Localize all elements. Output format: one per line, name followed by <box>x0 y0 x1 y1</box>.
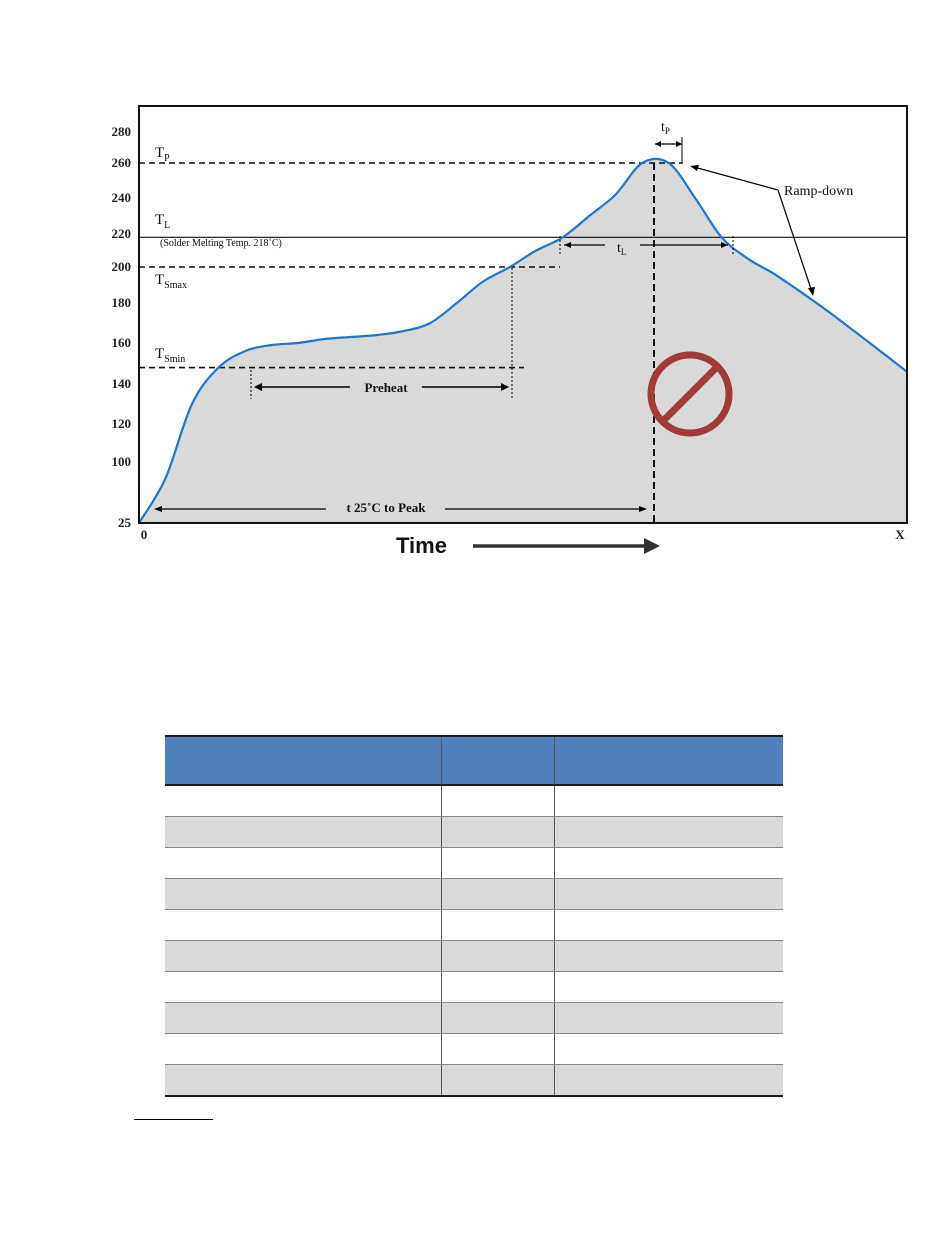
y-tick-label: 160 <box>111 335 131 350</box>
tp-annotation <box>655 120 682 162</box>
table-cell <box>554 817 783 848</box>
y-tick-label: 180 <box>111 295 131 310</box>
table-cell <box>441 1034 554 1065</box>
table-cell <box>165 972 441 1003</box>
y-tick-label: 200 <box>111 259 131 274</box>
table-cell <box>554 910 783 941</box>
table-cell <box>441 785 554 817</box>
table-cell <box>554 1034 783 1065</box>
y-tick-label: 120 <box>111 416 131 431</box>
table-cell <box>554 785 783 817</box>
level-label-tsmax: $T_{Smax}$ <box>155 272 187 291</box>
x-start-label: 0 <box>140 527 148 542</box>
level-label-tsmin: $T_{Smin}$ <box>155 346 186 365</box>
table-row <box>165 817 783 848</box>
table-cell <box>554 1003 783 1034</box>
table-cell <box>554 1065 783 1097</box>
y-tick-label: 100 <box>111 454 131 469</box>
table-header-cell <box>441 736 554 785</box>
table-header-cell <box>165 736 441 785</box>
profile-area <box>139 159 907 523</box>
table-cell <box>165 848 441 879</box>
y-tick-label: 25 <box>118 515 131 530</box>
time-arrow-icon <box>473 538 660 554</box>
y-tick-label: 280 <box>111 124 131 139</box>
spec-table <box>165 735 783 1097</box>
table-cell <box>554 848 783 879</box>
table-header-cell <box>554 736 783 785</box>
table-cell <box>165 1003 441 1034</box>
svg-text:tP: $t_P$ <box>661 120 670 136</box>
footnote-rule <box>134 1119 213 1120</box>
table-cell <box>441 848 554 879</box>
table-row <box>165 1034 783 1065</box>
table-cell <box>165 910 441 941</box>
table-cell <box>441 972 554 1003</box>
table-cell <box>165 785 441 817</box>
table-row <box>165 879 783 910</box>
table-cell <box>441 910 554 941</box>
solder-melting-note: (Solder Melting Temp. 218˚C) <box>160 238 282 249</box>
svg-text:Preheat: Preheat <box>364 380 408 395</box>
level-label-tl: $T_L$ <box>155 212 171 231</box>
table-row <box>165 941 783 972</box>
y-tick-label: 220 <box>111 226 131 241</box>
reflow-profile-chart <box>0 0 950 600</box>
table-cell <box>554 972 783 1003</box>
table-header-row <box>165 736 783 785</box>
table-row <box>165 848 783 879</box>
table-row <box>165 972 783 1003</box>
table-cell <box>554 941 783 972</box>
table-cell <box>165 1065 441 1097</box>
table-cell <box>165 879 441 910</box>
svg-text:tL: $t_L$ <box>617 241 627 257</box>
x-end-label: X <box>895 527 905 542</box>
table-cell <box>165 1034 441 1065</box>
table-cell <box>441 817 554 848</box>
table-cell <box>441 1065 554 1097</box>
table-cell <box>165 941 441 972</box>
y-tick-label: 140 <box>111 376 131 391</box>
y-tick-label: 260 <box>111 155 131 170</box>
table-row <box>165 1003 783 1034</box>
level-label-tp: $T_P$ <box>155 145 170 164</box>
table-cell <box>441 1003 554 1034</box>
table-cell <box>441 941 554 972</box>
table-row <box>165 785 783 817</box>
table-row <box>165 1065 783 1097</box>
table-cell <box>165 817 441 848</box>
svg-text:Ramp-down: Ramp-down <box>784 184 854 199</box>
table-cell <box>554 879 783 910</box>
x-axis-title: Time <box>396 533 447 558</box>
y-tick-label: 240 <box>111 190 131 205</box>
table-row <box>165 910 783 941</box>
svg-text:t 25˚C to Peak: t 25˚C to Peak <box>346 500 426 515</box>
table-cell <box>441 879 554 910</box>
